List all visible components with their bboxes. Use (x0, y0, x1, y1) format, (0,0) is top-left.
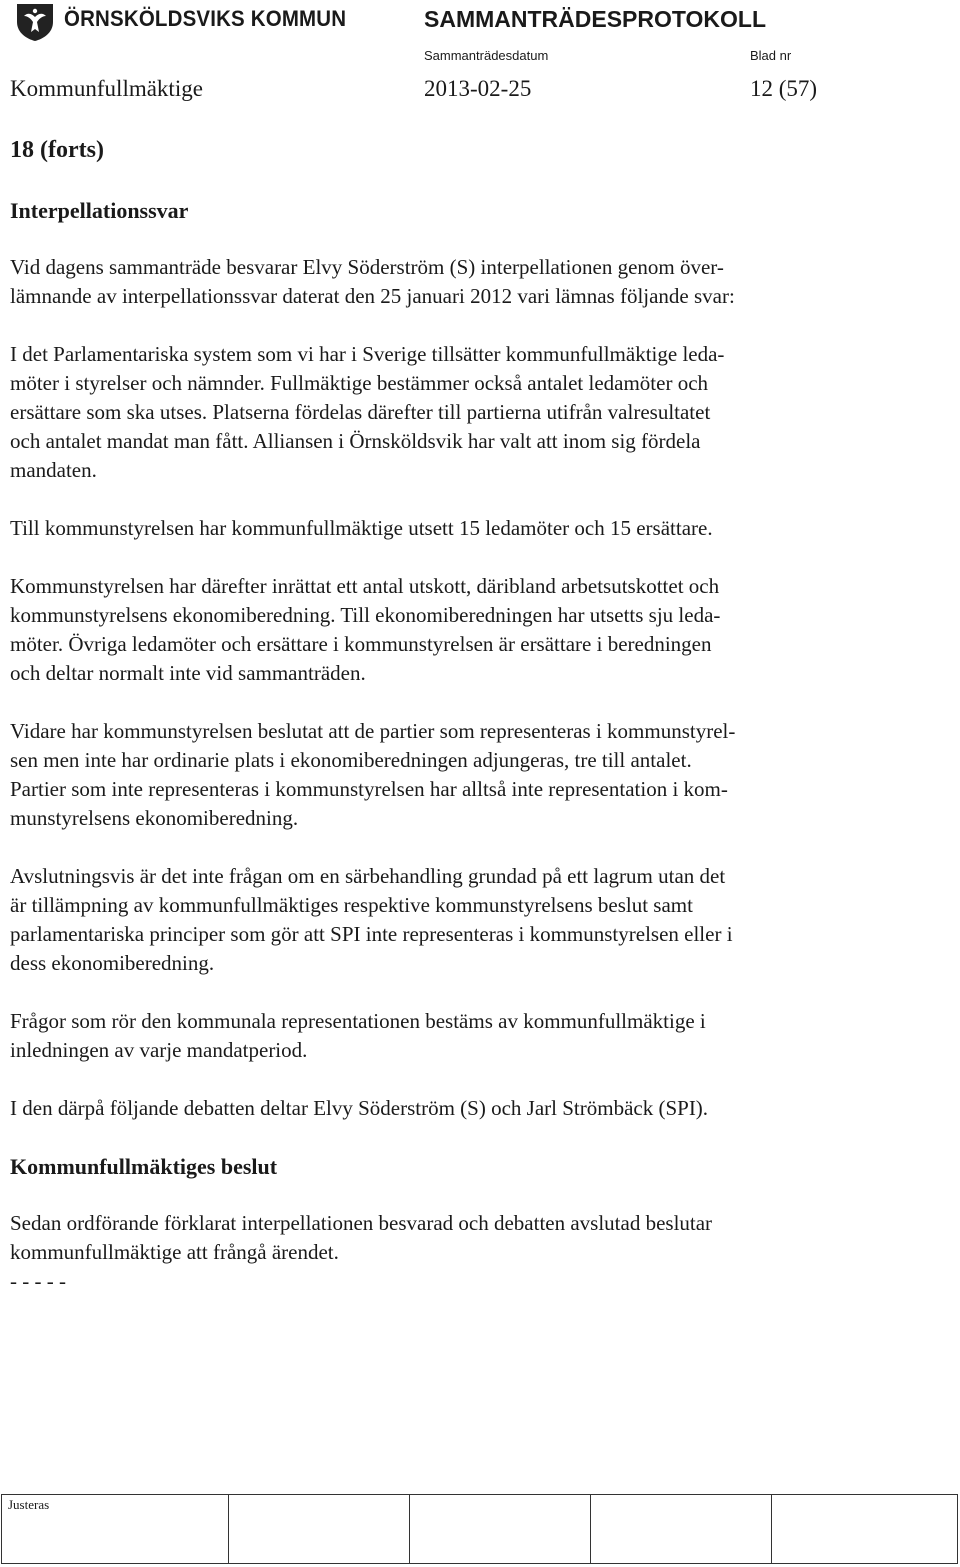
paragraph-line: ersättare som ska utses. Platserna fördelas därefter till partierna utifrån valresultatet (10, 400, 711, 424)
paragraph-line: parlamentariska principer som gör att SPI inte representeras i kommunstyrelsen eller i (10, 922, 733, 946)
paragraph-line: lämnande av interpellationssvar daterat den 25 januari 2012 vari lämnas följande svar: (10, 284, 735, 308)
paragraph (10, 1007, 890, 1065)
subheading: Interpellationssvar (10, 198, 189, 223)
paragraph-line: möter. Övriga ledamöter och ersättare i kommunstyrelsen är ersättare i beredningen (10, 632, 712, 656)
paragraph-line: I det Parlamentariska system som vi har i Sverige tillsätter kommunfullmäktige leda- (10, 342, 725, 366)
paragraph-line: Kommunstyrelsen har därefter inrättat ett antal utskott, däribland arbetsutskottet och (10, 574, 720, 598)
document-title: SAMMANTRÄDESPROTOKOLL (424, 6, 767, 32)
organization-name: ÖRNSKÖLDSVIKS KOMMUN (64, 6, 347, 31)
body-name: Kommunfullmäktige (10, 76, 203, 101)
decision-paragraph (10, 1209, 890, 1296)
section-title: 18 (forts) (10, 137, 104, 163)
paragraph-line: I den därpå följande debatten deltar Elvy Söderström (S) och Jarl Strömbäck (SPI). (10, 1096, 709, 1120)
justeras-label: Justeras (8, 1497, 50, 1512)
paragraph-line: Vidare har kommunstyrelsen beslutat att de partier som representeras i kommunstyrel- (10, 719, 736, 743)
decision-heading: Kommunfullmäktiges beslut (10, 1154, 278, 1179)
paragraph-line: mandaten. (10, 458, 97, 482)
paragraph-line: dess ekonomiberedning. (10, 951, 215, 975)
paragraph (10, 340, 890, 485)
signature-cell (772, 1495, 958, 1564)
signature-cell (229, 1495, 410, 1564)
paragraph-line: och deltar normalt inte vid sammanträden. (10, 661, 366, 685)
paragraph-line: Vid dagens sammanträde besvarar Elvy Söderström (S) interpellationen genom över- (10, 255, 724, 279)
paragraph-line: inledningen av varje mandatperiod. (10, 1038, 308, 1062)
paragraph (10, 572, 890, 688)
page-label: Blad nr (750, 48, 792, 63)
paragraph-line: Till kommunstyrelsen har kommunfullmäktige utsett 15 ledamöter och 15 ersättare. (10, 516, 713, 540)
paragraph (10, 717, 890, 833)
paragraph-line: Sedan ordförande förklarat interpellationen besvarad och debatten avslutad beslutar (10, 1211, 713, 1235)
paragraph (10, 1094, 890, 1123)
paragraph-line: Avslutningsvis är det inte frågan om en särbehandling grundad på ett lagrum utan det (10, 864, 726, 888)
paragraph-line: kommunfullmäktige att frångå ärendet. (10, 1240, 339, 1264)
paragraph-line: kommunstyrelsens ekonomiberedning. Till ekonomiberedningen har utsetts sju leda- (10, 603, 721, 627)
paragraph-list (10, 253, 890, 1123)
paragraph (10, 862, 890, 978)
paragraph-line: möter i styrelser och nämnder. Fullmäktige bestämmer också antalet ledamöter och (10, 371, 709, 395)
paragraph (10, 514, 890, 543)
paragraph-line: Partier som inte representeras i kommunstyrelsen har alltså inte representation i kom- (10, 777, 728, 801)
municipality-crest-icon (14, 2, 56, 42)
paragraph-line: sen men inte har ordinarie plats i ekonomiberedningen adjungeras, tre till antalet. (10, 748, 692, 772)
paragraph-line: är tillämpning av kommunfullmäktiges respektive kommunstyrelsens beslut samt (10, 893, 693, 917)
justeras-cell (2, 1495, 229, 1564)
end-marker: - - - - - (10, 1269, 66, 1293)
paragraph-line: munstyrelsens ekonomiberedning. (10, 806, 299, 830)
meeting-date: 2013-02-25 (424, 76, 532, 101)
document-body (10, 132, 890, 1296)
paragraph-line: Frågor som rör den kommunala representationen bestäms av kommunfullmäktige i (10, 1009, 706, 1033)
signature-footer (0, 1494, 960, 1567)
document-header (0, 0, 960, 110)
signature-cell (410, 1495, 591, 1564)
date-label: Sammanträdesdatum (424, 48, 549, 63)
page-number: 12 (57) (750, 76, 818, 101)
paragraph-line: och antalet mandat man fått. Alliansen i Örnsköldsvik har valt att inom sig fördela (10, 429, 701, 453)
signature-cell (591, 1495, 772, 1564)
paragraph (10, 253, 890, 311)
